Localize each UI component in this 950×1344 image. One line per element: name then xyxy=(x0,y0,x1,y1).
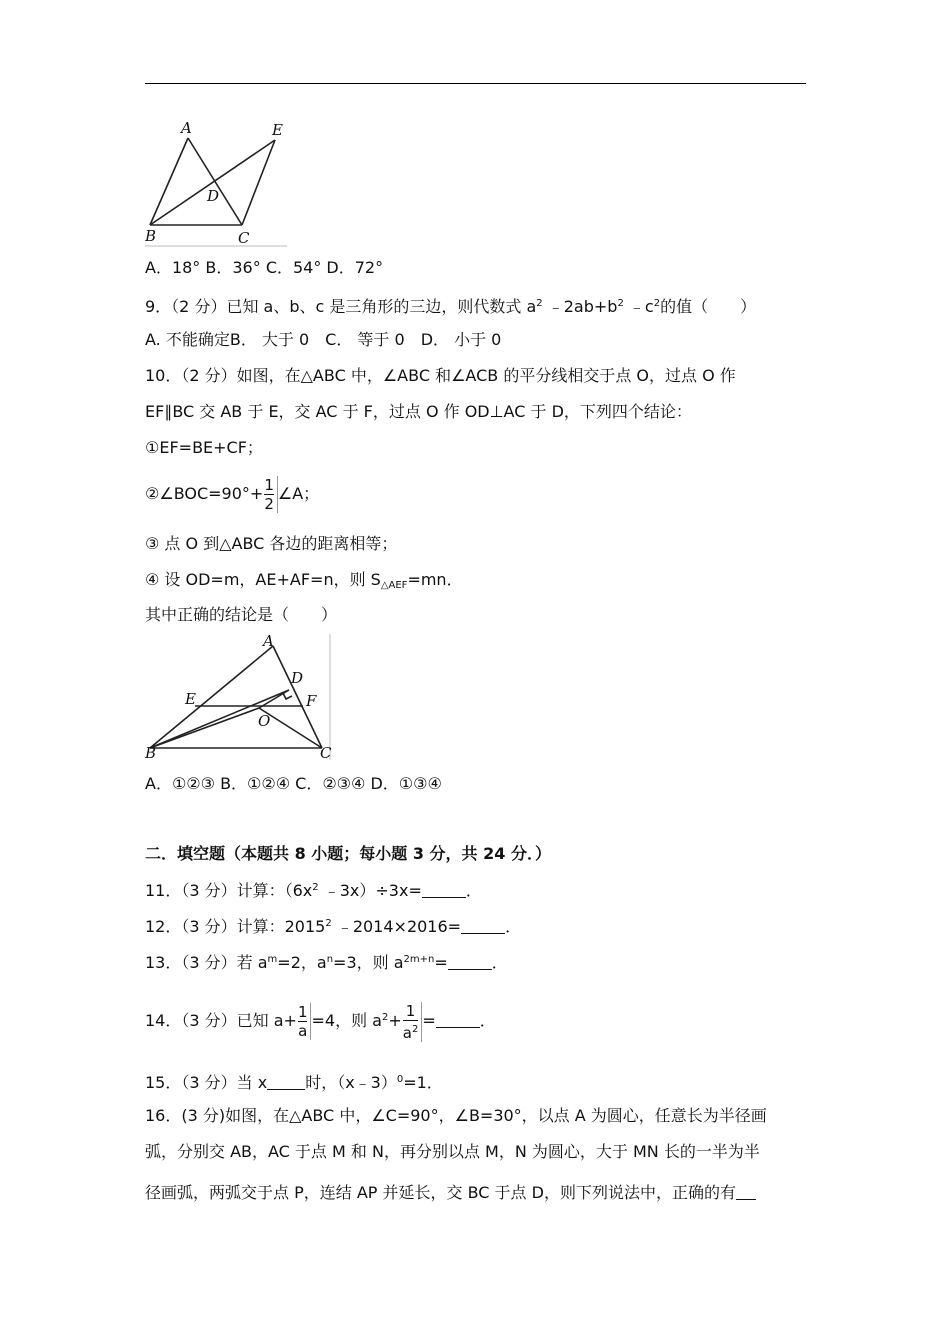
answer-blank[interactable] xyxy=(422,883,466,898)
label-o: O xyxy=(258,712,271,730)
fraction-den-base: a xyxy=(402,1023,412,1042)
fraction-num: 1 xyxy=(264,476,274,494)
q13-pre: 13．（3 分）若 a xyxy=(145,953,268,972)
q14-pre: 14．（3 分）已知 a+ xyxy=(145,1011,297,1030)
label-c: C xyxy=(238,229,250,247)
q10-options: A．①②③ B．①②④ C．②③④ D．①③④ xyxy=(145,774,442,793)
q13-mid3: = xyxy=(434,953,448,972)
q10-conclusion-2 xyxy=(145,472,319,516)
q15 xyxy=(145,1070,443,1093)
figure-q10 xyxy=(145,634,333,760)
q15-pre: 15．（3 分）当 x xyxy=(145,1073,268,1092)
q9-stem-c: ﹣c xyxy=(623,297,654,316)
q10-c4-sub: △AEF xyxy=(380,580,408,591)
q9-stem-a: 9．（2 分）已知 a、b、c 是三角形的三边，则代数式 a xyxy=(145,297,537,316)
q14-sup: 2 xyxy=(381,1012,389,1023)
q10-ask: 其中正确的结论是（ ） xyxy=(145,605,338,624)
q9-sup-a: 2 xyxy=(536,298,543,309)
answer-blank[interactable] xyxy=(436,1013,480,1028)
q14-post: ． xyxy=(479,1011,496,1030)
q8-options: A．18° B．36° C．54° D．72° xyxy=(145,258,384,277)
q12-mid: ﹣2014×2016= xyxy=(331,917,462,936)
label-c: C xyxy=(320,744,332,760)
q11-mid: ﹣3x）÷3x= xyxy=(318,881,422,900)
fraction-den: a xyxy=(298,1022,308,1040)
fraction-num: 1 xyxy=(297,1003,308,1021)
q10-c4-pre: ④ 设 OD=m，AE+AF=n，则 S xyxy=(145,570,381,589)
q11 xyxy=(145,878,482,901)
q10-conclusion-4 xyxy=(145,570,463,596)
q11-sup: 2 xyxy=(312,882,319,893)
fraction-den xyxy=(403,1021,419,1042)
fraction-half xyxy=(263,476,278,513)
q16-line1: 16．(3 分)如图，在△ABC 中，∠C=90°，∠B=30°，以点 A 为圆心，任意长为半径画 xyxy=(145,1106,767,1125)
label-a: A xyxy=(263,634,274,650)
q16-line3 xyxy=(145,1183,756,1203)
fraction-den: 2 xyxy=(264,495,274,513)
q15-post: =1． xyxy=(403,1073,443,1092)
header-rule xyxy=(145,83,806,84)
label-e: E xyxy=(185,690,196,708)
q10-line1: 10．（2 分）如图，在△ABC 中，∠ABC 和∠ACB 的平分线相交于点 O，过点 O 作 xyxy=(145,366,736,385)
q10-conclusion-3: ③ 点 O 到△ABC 各边的距离相等； xyxy=(145,534,398,553)
q9-sup-c: 2 xyxy=(653,298,661,309)
fraction-den-sup: 2 xyxy=(411,1023,419,1035)
section-title: 二．填空题（本题共 8 小题；每小题 3 分，共 24 分．） xyxy=(145,844,551,863)
q13-sup-exp: 2m+n xyxy=(403,954,435,965)
q15-mid: 时，（x﹣3） xyxy=(305,1073,397,1092)
q12-sup: 2 xyxy=(325,918,332,929)
answer-blank[interactable] xyxy=(448,955,492,970)
q14-eq: = xyxy=(422,1011,436,1030)
q16-line2: 弧，分别交 AB，AC 于点 M 和 N，再分别以点 M，N 为圆心，大于 MN 长的一半为半 xyxy=(145,1142,760,1161)
q9-stem-b: ﹣2ab+b xyxy=(542,297,618,316)
q10-conclusion-1: ①EF=BE+CF； xyxy=(145,438,263,457)
q13-mid1: =2，a xyxy=(277,953,327,972)
q13-mid2: =3，则 a xyxy=(333,953,404,972)
label-a: A xyxy=(181,119,192,137)
label-b: B xyxy=(145,227,157,245)
q12-pre: 12．（3 分）计算：2015 xyxy=(145,917,326,936)
q10-c2-pre: ②∠BOC=90°+ xyxy=(145,484,264,503)
q13-post: ． xyxy=(491,953,508,972)
q13-sup-n: n xyxy=(326,954,334,965)
fraction-num: 1 xyxy=(403,1002,419,1021)
q15-sup: 0 xyxy=(396,1074,404,1085)
q14-mid: =4，则 a xyxy=(311,1011,382,1030)
q11-post: ． xyxy=(465,881,482,900)
q9-stem-d: 的值（ ） xyxy=(660,297,757,316)
q9-options: A. 不能确定B． 大于 0 C． 等于 0 D． 小于 0 xyxy=(145,330,502,349)
q10-line2: EF∥BC 交 AB 于 E，交 AC 于 F，过点 O 作 OD⊥AC 于 D，下列四个结论： xyxy=(145,402,692,421)
label-e: E xyxy=(272,121,283,139)
q9-sup-b: 2 xyxy=(617,298,624,309)
figure-q8 xyxy=(145,118,287,248)
q12 xyxy=(145,914,521,937)
fraction-one-over-a xyxy=(297,1003,312,1040)
q9-stem xyxy=(145,294,756,317)
answer-blank[interactable] xyxy=(461,919,505,934)
answer-blank[interactable] xyxy=(267,1075,305,1090)
q13-sup-m: m xyxy=(267,954,278,965)
q10-c4-post: =mn． xyxy=(407,570,463,589)
q16-line3-text: 径画弧，两弧交于点 P，连结 AP 并延长，交 BC 于点 D，则下列说法中，正确的有 xyxy=(145,1183,736,1202)
label-f: F xyxy=(306,692,317,710)
label-d: D xyxy=(291,669,304,687)
q12-post: ． xyxy=(505,917,522,936)
answer-blank[interactable] xyxy=(736,1185,756,1200)
fraction-one-over-a-squared xyxy=(402,1002,423,1042)
q11-pre: 11．（3 分）计算：（6x xyxy=(145,881,313,900)
label-b: B xyxy=(145,744,157,760)
q10-c2-post: ∠A； xyxy=(277,484,320,503)
label-d: D xyxy=(207,187,220,205)
q14 xyxy=(145,994,496,1045)
q14-plus: + xyxy=(388,1011,402,1030)
q13 xyxy=(145,950,508,973)
